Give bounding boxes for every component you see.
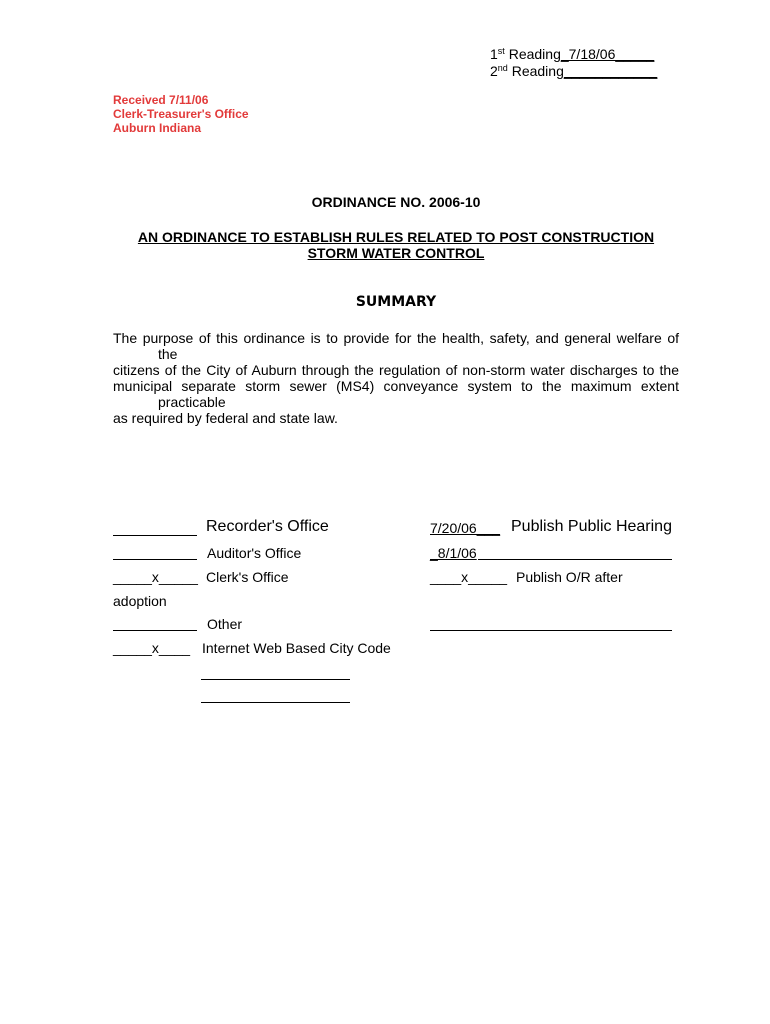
summary-heading: SUMMARY [355, 294, 437, 310]
blank-line[interactable] [201, 702, 350, 703]
summary-line: citizens of the City of Auburn through the regulation of non-storm water discharges to the [113, 362, 679, 378]
recorders-office-label: Recorder's Office [206, 518, 329, 535]
internet-code-label: Internet Web Based City Code [202, 640, 391, 656]
hearing-date: 7/20/06___ [430, 520, 501, 536]
summary-body [113, 330, 679, 426]
received-office: Clerk-Treasurer's Office [113, 107, 249, 121]
publish-date-blank[interactable] [478, 559, 672, 560]
other-label: Other [207, 616, 243, 632]
blank-line[interactable] [201, 679, 350, 680]
first-reading: 1st Reading_7/18/06_____ [490, 46, 655, 62]
adoption-text: adoption [113, 593, 167, 609]
auditors-blank[interactable] [113, 559, 197, 560]
summary-line: as required by federal and state law. [113, 410, 338, 426]
title-line-2: STORM WATER CONTROL [307, 245, 485, 261]
title-line-1: AN ORDINANCE TO ESTABLISH RULES RELATED TO POST CONSTRUCTION [137, 229, 655, 245]
auditors-office-label: Auditor's Office [207, 545, 302, 561]
publish-date: _8/1/06 [430, 545, 477, 561]
blank-line[interactable] [430, 630, 672, 631]
received-location: Auburn Indiana [113, 121, 201, 135]
received-stamp [113, 93, 249, 135]
summary-line: the [158, 346, 178, 362]
publish-hearing-label: Publish Public Hearing [511, 518, 672, 535]
summary-line: municipal separate storm sewer (MS4) conveyance system to the maximum extent [113, 378, 679, 394]
ordinance-title [0, 229, 770, 261]
publish-or-label: Publish O/R after [516, 569, 623, 585]
readings-block [490, 46, 657, 80]
received-date: Received 7/11/06 [113, 93, 209, 107]
summary-line: practicable [158, 394, 226, 410]
internet-mark[interactable]: _____x____ [113, 640, 191, 656]
other-blank[interactable] [113, 630, 197, 631]
clerks-office-label: Clerk's Office [206, 569, 289, 585]
publish-mark[interactable]: ____x_____ [430, 569, 508, 585]
second-reading: 2nd Reading____________ [490, 63, 658, 79]
summary-line: The purpose of this ordinance is to provide for the health, safety, and general welfare of [113, 330, 679, 346]
clerks-mark[interactable]: _____x_____ [113, 569, 198, 585]
recorders-blank[interactable] [113, 535, 197, 536]
ordinance-number: ORDINANCE NO. 2006-10 [311, 194, 481, 210]
